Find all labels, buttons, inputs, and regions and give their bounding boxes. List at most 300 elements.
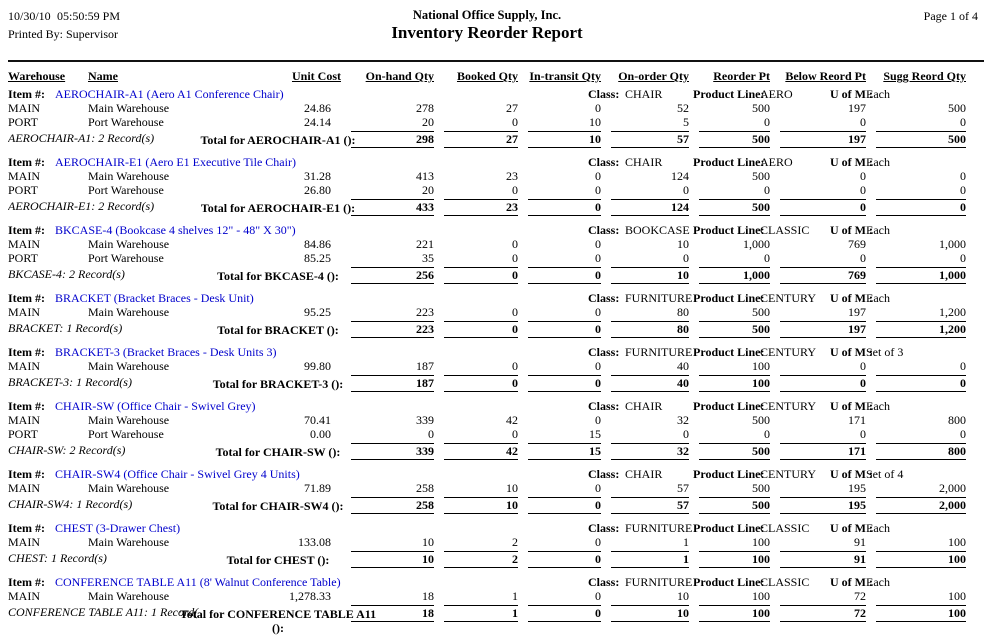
total-value-5: 72 (780, 605, 866, 622)
qty-value-4: 100 (752, 359, 770, 373)
qty-value-3: 10 (677, 237, 689, 251)
group-total-label: Total for AEROCHAIR-E1 (): (200, 201, 356, 215)
class-label: Class: (588, 87, 620, 101)
qty-value-3: 57 (677, 481, 689, 495)
item-code-link[interactable]: AEROCHAIR-A1 (Aero A1 Conference Chair) (55, 87, 284, 101)
total-value-2: 10 (528, 131, 601, 148)
item-code-link[interactable]: CHAIR-SW4 (Office Chair - Swivel Grey 4 Units) (55, 467, 300, 481)
column-header-booked-qty: Booked Qty (456, 69, 518, 83)
total-value-1: 42 (444, 443, 518, 460)
qty-value-0: 35 (422, 251, 434, 265)
qty-value-2: 0 (595, 237, 601, 251)
qty-value-6: 0 (960, 359, 966, 373)
unit-cost-value: 85.25 (304, 251, 331, 265)
total-value-4: 500 (699, 497, 770, 514)
qty-value-5: 0 (860, 183, 866, 197)
product-line-label: Product Line: (693, 467, 765, 481)
qty-value-3: 32 (677, 413, 689, 427)
qty-value-3: 80 (677, 305, 689, 319)
qty-value-5: 91 (854, 535, 866, 549)
unit-cost-value: 70.41 (304, 413, 331, 427)
page-indicator: Page 1 of 4 (923, 9, 978, 23)
qty-value-3: 0 (683, 183, 689, 197)
item-code-link[interactable]: BKCASE-4 (Bookcase 4 shelves 12" - 48" X 30") (55, 223, 296, 237)
qty-value-6: 1,200 (939, 305, 966, 319)
qty-value-6: 0 (960, 169, 966, 183)
class-label: Class: (588, 575, 620, 589)
group-total-row (8, 497, 966, 514)
warehouse-name: Main Warehouse (88, 237, 170, 251)
item-number-label: Item #: (8, 399, 45, 413)
qty-value-2: 0 (595, 589, 601, 603)
total-value-0: 10 (351, 551, 434, 568)
qty-value-0: 20 (422, 183, 434, 197)
total-value-0: 187 (351, 375, 434, 392)
warehouse-row (8, 306, 966, 320)
total-value-5: 0 (780, 375, 866, 392)
qty-value-2: 0 (595, 413, 601, 427)
column-header-name: Name (88, 69, 118, 83)
qty-value-3: 40 (677, 359, 689, 373)
item-number-label: Item #: (8, 345, 45, 359)
unit-cost-value: 1,278.33 (289, 589, 331, 603)
warehouse-name: Main Warehouse (88, 589, 170, 603)
qty-value-0: 339 (416, 413, 434, 427)
warehouse-code: MAIN (8, 535, 40, 549)
total-value-5: 197 (780, 131, 866, 148)
qty-value-4: 1,000 (743, 237, 770, 251)
item-number-label: Item #: (8, 521, 45, 535)
item-code-link[interactable]: CHEST (3-Drawer Chest) (55, 521, 181, 535)
product-line-label: Product Line: (693, 155, 765, 169)
warehouse-code: MAIN (8, 481, 40, 495)
total-value-4: 100 (699, 375, 770, 392)
qty-value-3: 1 (683, 535, 689, 549)
unit-cost-value: 95.25 (304, 305, 331, 319)
qty-value-6: 100 (948, 535, 966, 549)
record-count-label: BRACKET-3: 1 Record(s) (8, 375, 132, 389)
report-date: 10/30/10 (8, 9, 51, 23)
qty-value-5: 0 (860, 115, 866, 129)
item-group (8, 292, 966, 338)
unit-of-measure-value: Each (866, 155, 890, 169)
total-value-4: 500 (699, 321, 770, 338)
warehouse-name: Main Warehouse (88, 305, 170, 319)
report-header (8, 6, 978, 56)
report-title: Inventory Reorder Report (391, 23, 583, 42)
unit-cost-value: 84.86 (304, 237, 331, 251)
group-total-label: Total for CHEST (): (226, 553, 330, 567)
total-value-3: 40 (611, 375, 689, 392)
qty-value-6: 100 (948, 589, 966, 603)
total-value-5: 197 (780, 321, 866, 338)
product-line-value: AERO (760, 87, 793, 101)
qty-value-5: 195 (848, 481, 866, 495)
qty-value-4: 0 (764, 251, 770, 265)
total-value-1: 27 (444, 131, 518, 148)
qty-value-0: 223 (416, 305, 434, 319)
qty-value-4: 0 (764, 115, 770, 129)
qty-value-4: 500 (752, 413, 770, 427)
product-line-label: Product Line: (693, 87, 765, 101)
group-total-row (8, 267, 966, 284)
column-header-in-transit-qty: In-transit Qty (529, 69, 601, 83)
total-value-0: 339 (351, 443, 434, 460)
record-count-label: BKCASE-4: 2 Record(s) (8, 267, 125, 281)
total-value-3: 1 (611, 551, 689, 568)
class-value: CHAIR (625, 399, 663, 413)
warehouse-name: Main Warehouse (88, 359, 170, 373)
qty-value-4: 500 (752, 101, 770, 115)
qty-value-2: 0 (595, 535, 601, 549)
product-line-value: CLASSIC (760, 521, 810, 535)
warehouse-code: PORT (8, 115, 38, 129)
item-header-row (8, 522, 966, 536)
class-value: FURNITURE (625, 291, 693, 305)
qty-value-6: 800 (948, 413, 966, 427)
qty-value-4: 0 (764, 183, 770, 197)
unit-cost-value: 133.08 (298, 535, 331, 549)
item-header-row (8, 292, 966, 306)
qty-value-6: 0 (960, 251, 966, 265)
qty-value-6: 0 (960, 115, 966, 129)
item-group (8, 88, 966, 148)
qty-value-6: 0 (960, 427, 966, 441)
warehouse-code: MAIN (8, 169, 40, 183)
total-value-0: 433 (351, 199, 434, 216)
qty-value-1: 2 (512, 535, 518, 549)
class-label: Class: (588, 291, 620, 305)
qty-value-5: 769 (848, 237, 866, 251)
total-value-2: 0 (528, 267, 601, 284)
record-count-label: CONFERENCE TABLE A11: 1 Record( (8, 605, 199, 619)
total-value-5: 91 (780, 551, 866, 568)
total-value-6: 0 (876, 199, 966, 216)
warehouse-row (8, 238, 966, 252)
unit-cost-value: 26.80 (304, 183, 331, 197)
total-value-2: 0 (528, 375, 601, 392)
class-label: Class: (588, 467, 620, 481)
class-value: FURNITURE (625, 521, 693, 535)
product-line-label: Product Line: (693, 223, 765, 237)
item-code-link[interactable]: BRACKET-3 (Bracket Braces - Desk Units 3) (55, 345, 277, 359)
total-value-6: 800 (876, 443, 966, 460)
item-group (8, 522, 966, 568)
unit-of-measure-value: Each (866, 291, 890, 305)
column-header-row (8, 70, 966, 84)
group-total-label: Total for AEROCHAIR-A1 (): (200, 133, 356, 147)
unit-of-measure-value: Each (866, 575, 890, 589)
product-line-label: Product Line: (693, 345, 765, 359)
qty-value-1: 23 (506, 169, 518, 183)
qty-value-1: 27 (506, 101, 518, 115)
total-value-6: 100 (876, 605, 966, 622)
group-total-row (8, 131, 966, 148)
warehouse-row (8, 252, 966, 266)
total-value-5: 769 (780, 267, 866, 284)
item-group (8, 156, 966, 216)
total-value-0: 298 (351, 131, 434, 148)
qty-value-2: 0 (595, 101, 601, 115)
total-value-1: 0 (444, 321, 518, 338)
total-value-4: 100 (699, 605, 770, 622)
group-total-row (8, 443, 966, 460)
total-value-6: 1,200 (876, 321, 966, 338)
total-value-6: 1,000 (876, 267, 966, 284)
item-number-label: Item #: (8, 467, 45, 481)
warehouse-code: MAIN (8, 413, 40, 427)
qty-value-4: 100 (752, 535, 770, 549)
group-total-label: Total for BKCASE-4 (): (217, 269, 339, 283)
qty-value-1: 10 (506, 481, 518, 495)
product-line-value: CENTURY (760, 399, 817, 413)
record-count-label: CHEST: 1 Record(s) (8, 551, 107, 565)
unit-of-measure-label: U of M : (830, 155, 873, 169)
item-group (8, 346, 966, 392)
unit-of-measure-value: Each (866, 399, 890, 413)
column-header-below-reord-pt: Below Reord Pt (785, 69, 866, 83)
item-group (8, 575, 966, 635)
warehouse-code: MAIN (8, 589, 40, 603)
product-line-value: CENTURY (760, 291, 817, 305)
group-total-row (8, 321, 966, 338)
item-number-label: Item #: (8, 291, 45, 305)
qty-value-5: 0 (860, 169, 866, 183)
total-value-0: 223 (351, 321, 434, 338)
warehouse-name: Port Warehouse (88, 251, 164, 265)
total-value-4: 1,000 (699, 267, 770, 284)
item-header-row (8, 576, 966, 590)
report-body (8, 87, 966, 635)
qty-value-0: 258 (416, 481, 434, 495)
warehouse-row (8, 590, 966, 604)
item-code-link[interactable]: CONFERENCE TABLE A11 (8' Walnut Conference Table) (55, 575, 341, 589)
qty-value-1: 0 (512, 115, 518, 129)
product-line-label: Product Line: (693, 575, 765, 589)
warehouse-code: PORT (8, 251, 38, 265)
unit-cost-value: 71.89 (304, 481, 331, 495)
group-total-label: Total for CONFERENCE TABLE A11 (): (179, 607, 377, 635)
unit-cost-value: 99.80 (304, 359, 331, 373)
qty-value-1: 42 (506, 413, 518, 427)
qty-value-5: 197 (848, 101, 866, 115)
header-divider (8, 60, 984, 62)
qty-value-1: 0 (512, 359, 518, 373)
warehouse-row (8, 428, 966, 442)
qty-value-6: 0 (960, 183, 966, 197)
qty-value-6: 2,000 (939, 481, 966, 495)
qty-value-1: 0 (512, 251, 518, 265)
unit-of-measure-label: U of M : (830, 467, 873, 481)
unit-of-measure-value: Set of 3 (866, 345, 904, 359)
qty-value-1: 1 (512, 589, 518, 603)
qty-value-2: 0 (595, 251, 601, 265)
class-value: FURNITURE (625, 575, 693, 589)
total-value-3: 32 (611, 443, 689, 460)
total-value-2: 0 (528, 321, 601, 338)
column-header-on-hand-qty: On-hand Qty (365, 69, 434, 83)
unit-of-measure-label: U of M : (830, 575, 873, 589)
item-number-label: Item #: (8, 575, 45, 589)
item-header-row (8, 88, 966, 102)
total-value-2: 0 (528, 551, 601, 568)
qty-value-3: 5 (683, 115, 689, 129)
product-line-value: AERO (760, 155, 793, 169)
item-group (8, 400, 966, 460)
total-value-4: 500 (699, 443, 770, 460)
qty-value-5: 0 (860, 359, 866, 373)
total-value-3: 10 (611, 267, 689, 284)
group-total-row (8, 375, 966, 392)
total-value-5: 195 (780, 497, 866, 514)
unit-of-measure-label: U of M : (830, 223, 873, 237)
product-line-value: CLASSIC (760, 575, 810, 589)
total-value-1: 2 (444, 551, 518, 568)
warehouse-name: Port Warehouse (88, 427, 164, 441)
warehouse-code: MAIN (8, 359, 40, 373)
item-header-row (8, 224, 966, 238)
qty-value-5: 0 (860, 251, 866, 265)
total-value-3: 10 (611, 605, 689, 622)
warehouse-row (8, 184, 966, 198)
item-code-link[interactable]: CHAIR-SW (Office Chair - Swivel Grey) (55, 399, 256, 413)
product-line-label: Product Line: (693, 399, 765, 413)
unit-of-measure-value: Each (866, 87, 890, 101)
item-number-label: Item #: (8, 155, 45, 169)
qty-value-5: 171 (848, 413, 866, 427)
group-total-label: Total for CHAIR-SW4 (): (212, 499, 344, 513)
item-header-row (8, 468, 966, 482)
item-code-link[interactable]: AEROCHAIR-E1 (Aero E1 Executive Tile Chair) (55, 155, 296, 169)
class-value: FURNITURE (625, 345, 693, 359)
unit-of-measure-label: U of M : (830, 521, 873, 535)
qty-value-3: 124 (671, 169, 689, 183)
item-header-row (8, 346, 966, 360)
qty-value-2: 0 (595, 169, 601, 183)
qty-value-3: 10 (677, 589, 689, 603)
qty-value-3: 0 (683, 251, 689, 265)
qty-value-5: 72 (854, 589, 866, 603)
total-value-2: 15 (528, 443, 601, 460)
total-value-0: 258 (351, 497, 434, 514)
record-count-label: BRACKET: 1 Record(s) (8, 321, 123, 335)
warehouse-code: PORT (8, 183, 38, 197)
report-time: 05:50:59 PM (57, 9, 121, 23)
qty-value-6: 1,000 (939, 237, 966, 251)
product-line-value: CENTURY (760, 467, 817, 481)
qty-value-0: 221 (416, 237, 434, 251)
total-value-6: 500 (876, 131, 966, 148)
printed-by: Printed By: Supervisor (8, 27, 118, 41)
unit-of-measure-value: Each (866, 223, 890, 237)
total-value-4: 500 (699, 131, 770, 148)
qty-value-2: 0 (595, 183, 601, 197)
column-header-unit-cost: Unit Cost (291, 69, 341, 83)
class-label: Class: (588, 345, 620, 359)
record-count-label: AEROCHAIR-E1: 2 Record(s) (8, 199, 155, 213)
class-value: CHAIR (625, 155, 663, 169)
record-count-label: CHAIR-SW4: 1 Record(s) (8, 497, 133, 511)
product-line-label: Product Line: (693, 521, 765, 535)
item-code-link[interactable]: BRACKET (Bracket Braces - Desk Unit) (55, 291, 254, 305)
warehouse-name: Main Warehouse (88, 413, 170, 427)
unit-of-measure-value: Each (866, 521, 890, 535)
qty-value-2: 10 (589, 115, 601, 129)
record-count-label: AEROCHAIR-A1: 2 Record(s) (8, 131, 155, 145)
warehouse-row (8, 102, 966, 116)
warehouse-code: MAIN (8, 101, 40, 115)
qty-value-0: 0 (428, 427, 434, 441)
qty-value-1: 0 (512, 427, 518, 441)
total-value-6: 100 (876, 551, 966, 568)
class-label: Class: (588, 223, 620, 237)
qty-value-1: 0 (512, 237, 518, 251)
qty-value-1: 0 (512, 183, 518, 197)
record-count-label: CHAIR-SW: 2 Record(s) (8, 443, 126, 457)
qty-value-0: 20 (422, 115, 434, 129)
group-total-row (8, 199, 966, 216)
group-total-label: Total for BRACKET-3 (): (212, 377, 344, 391)
unit-of-measure-label: U of M : (830, 291, 873, 305)
total-value-0: 256 (351, 267, 434, 284)
warehouse-row (8, 482, 966, 496)
qty-value-0: 10 (422, 535, 434, 549)
qty-value-0: 187 (416, 359, 434, 373)
total-value-4: 100 (699, 551, 770, 568)
qty-value-5: 197 (848, 305, 866, 319)
column-header-warehouse: Warehouse (8, 69, 66, 83)
item-number-label: Item #: (8, 87, 45, 101)
qty-value-4: 100 (752, 589, 770, 603)
warehouse-name: Port Warehouse (88, 115, 164, 129)
warehouse-row (8, 360, 966, 374)
group-total-row (8, 551, 966, 568)
unit-of-measure-label: U of M : (830, 87, 873, 101)
item-group (8, 224, 966, 284)
class-value: BOOKCASE (625, 223, 690, 237)
qty-value-0: 278 (416, 101, 434, 115)
qty-value-2: 0 (595, 481, 601, 495)
item-group (8, 468, 966, 514)
qty-value-2: 0 (595, 359, 601, 373)
qty-value-4: 500 (752, 305, 770, 319)
qty-value-3: 0 (683, 427, 689, 441)
total-value-6: 2,000 (876, 497, 966, 514)
unit-cost-value: 24.86 (304, 101, 331, 115)
company-name: National Office Supply, Inc. (412, 8, 562, 22)
unit-of-measure-label: U of M : (830, 399, 873, 413)
total-value-1: 1 (444, 605, 518, 622)
warehouse-code: MAIN (8, 305, 40, 319)
total-value-3: 57 (611, 131, 689, 148)
warehouse-code: PORT (8, 427, 38, 441)
total-value-3: 80 (611, 321, 689, 338)
class-value: CHAIR (625, 467, 663, 481)
item-number-label: Item #: (8, 223, 45, 237)
total-value-6: 0 (876, 375, 966, 392)
unit-of-measure-label: U of M : (830, 345, 873, 359)
class-label: Class: (588, 399, 620, 413)
unit-cost-value: 31.28 (304, 169, 331, 183)
warehouse-name: Main Warehouse (88, 101, 170, 115)
warehouse-row (8, 170, 966, 184)
product-line-value: CENTURY (760, 345, 817, 359)
warehouse-code: MAIN (8, 237, 40, 251)
qty-value-1: 0 (512, 305, 518, 319)
total-value-4: 500 (699, 199, 770, 216)
total-value-1: 0 (444, 267, 518, 284)
column-header-on-order-qty: On-order Qty (618, 69, 689, 83)
